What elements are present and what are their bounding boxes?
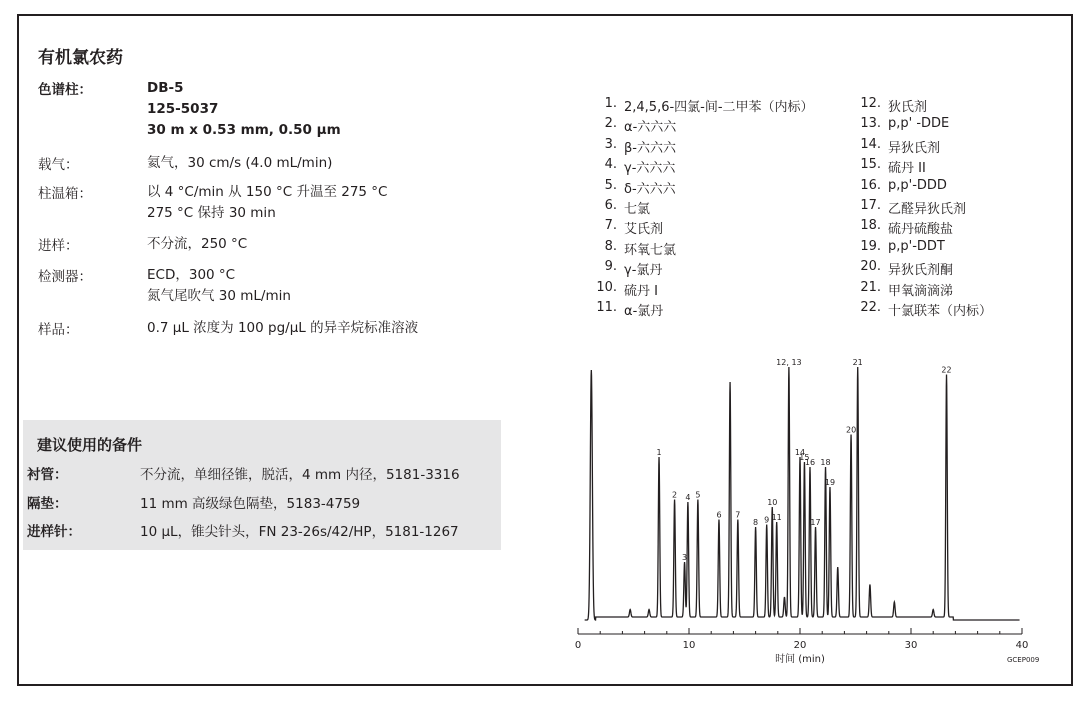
compound-number: 12.: [860, 96, 881, 111]
condition-label: 柱温箱：: [38, 186, 92, 202]
peak-label: 4: [685, 493, 691, 502]
compound-name: δ-六六六: [624, 181, 676, 197]
condition-value: 氦气，30 cm/s (4.0 mL/min): [147, 155, 333, 171]
peak-label: 20: [846, 425, 857, 435]
x-tick-label: 30: [904, 640, 918, 651]
x-axis-label: 时间 (min): [775, 654, 825, 665]
compound-number: 15.: [860, 157, 881, 173]
compound-number: 16.: [860, 177, 881, 193]
peak-label: 16: [804, 458, 816, 467]
compound-name: 2,4,5,6-四氯-间-二甲苯（内标）: [624, 100, 814, 115]
compound-number: 19.: [860, 238, 881, 254]
compound-name: p,p' -DDE: [888, 116, 950, 132]
condition-label: 进样：: [38, 238, 79, 254]
chromatogram: [564, 346, 1034, 666]
condition-value: ECD，300 °C: [147, 267, 236, 283]
condition-label: 载气：: [38, 157, 79, 173]
condition-value: 不分流，250 °C: [147, 236, 248, 252]
peak-label: 21: [852, 358, 863, 367]
accessories-box: [23, 420, 501, 550]
compound-name: α-氯丹: [624, 304, 664, 319]
compound-name: 十氯联苯（内标）: [888, 304, 993, 319]
x-tick-label: 0: [574, 640, 582, 651]
peak-label: 19: [824, 478, 836, 487]
peak-label: 5: [695, 490, 701, 500]
compound-number: 2.: [604, 116, 617, 132]
condition-label: 检测器：: [38, 269, 92, 285]
peak-label: 10: [767, 498, 778, 507]
compound-number: 5.: [604, 177, 617, 193]
peak-label: 6: [716, 510, 722, 520]
x-tick-label: 20: [793, 640, 807, 651]
column-name: DB-5: [147, 80, 184, 96]
compound-name: p,p'-DDD: [888, 177, 947, 193]
peak-label: 22: [941, 365, 952, 375]
compound-number: 3.: [604, 136, 617, 152]
column-part-number: 125-5037: [147, 101, 219, 117]
compound-number: 10.: [596, 279, 617, 295]
peak-label: 14: [794, 448, 806, 457]
accessory-value: 不分流，单细径锥，脱活，4 mm 内径，5181-3316: [140, 467, 460, 483]
compound-number: 9.: [604, 259, 617, 275]
compound-number: 20.: [860, 259, 881, 275]
condition-value: 0.7 μL 浓度为 100 pg/μL 的异辛烷标准溶液: [147, 320, 419, 336]
peak-label: 1: [656, 448, 662, 457]
accessory-label: 隔垫：: [27, 496, 68, 512]
compound-name: γ-氯丹: [624, 263, 663, 279]
peak-label: 11: [771, 513, 782, 522]
peak-label: 8: [753, 518, 759, 527]
accessory-value: 10 μL，锥尖针头，FN 23-26s/42/HP，5181-1267: [140, 524, 459, 540]
peak-label: 18: [820, 458, 831, 467]
compound-number: 13.: [860, 116, 881, 132]
condition-label: 样品：: [38, 322, 79, 338]
compound-number: 8.: [604, 238, 617, 254]
figure-frame: [17, 14, 1073, 686]
accessories-title: 建议使用的备件: [37, 436, 143, 454]
compound-name: 七氯: [624, 202, 651, 217]
condition-value: 以 4 °C/min 从 150 °C 升温至 275 °C: [147, 184, 388, 200]
column-dimensions: 30 m x 0.53 mm, 0.50 μm: [147, 122, 341, 138]
compound-number: 22.: [860, 300, 881, 315]
compound-number: 1.: [604, 96, 617, 111]
compound-name: 乙醛异狄氏剂: [888, 202, 967, 217]
x-tick-label: 10: [682, 640, 696, 651]
compound-number: 17.: [860, 198, 881, 213]
compound-name: 环氧七氯: [624, 242, 677, 258]
accessory-label: 进样针：: [27, 524, 81, 540]
peak-label: 12, 13: [776, 358, 802, 367]
peak-label: 17: [810, 518, 821, 527]
compound-number: 11.: [596, 300, 617, 315]
compound-name: 硫丹 II: [888, 161, 926, 177]
peak-label: 2: [672, 490, 678, 500]
chromatogram-trace: [585, 367, 1020, 620]
compound-name: β-六六六: [624, 140, 676, 156]
peak-label: 7: [735, 510, 741, 520]
compound-name: 狄氏剂: [888, 100, 928, 115]
compound-number: 14.: [860, 136, 881, 152]
compound-name: γ-六六六: [624, 161, 676, 177]
compound-name: 异狄氏剂酮: [888, 263, 954, 279]
figure-code: GCEP009: [1007, 656, 1040, 664]
peak-label: 3: [682, 553, 688, 562]
compound-name: 异狄氏剂: [888, 140, 941, 156]
x-tick-label: 40: [1015, 640, 1029, 651]
accessory-value: 11 mm 高级绿色隔垫，5183-4759: [140, 496, 361, 512]
compound-number: 6.: [604, 198, 617, 213]
peak-label: 9: [764, 515, 770, 525]
condition-value: 氮气尾吹气 30 mL/min: [147, 288, 291, 304]
compound-number: 18.: [860, 218, 881, 234]
compound-number: 4.: [604, 157, 617, 173]
column-label: 色谱柱：: [38, 82, 92, 98]
compound-name: p,p'-DDT: [888, 238, 945, 254]
compound-name: 硫丹 I: [624, 283, 658, 299]
compound-name: α-六六六: [624, 120, 677, 136]
compound-number: 21.: [860, 279, 881, 295]
condition-value: 275 °C 保持 30 min: [147, 205, 276, 221]
compound-name: 甲氧滴滴涕: [888, 283, 954, 299]
compound-number: 7.: [604, 218, 617, 234]
compound-name: 艾氏剂: [624, 222, 664, 238]
compound-name: 硫丹硫酸盐: [888, 222, 954, 238]
page-title: 有机氯农药: [38, 48, 123, 68]
peak-label: 15: [799, 453, 810, 462]
accessory-label: 衬管：: [27, 467, 68, 483]
